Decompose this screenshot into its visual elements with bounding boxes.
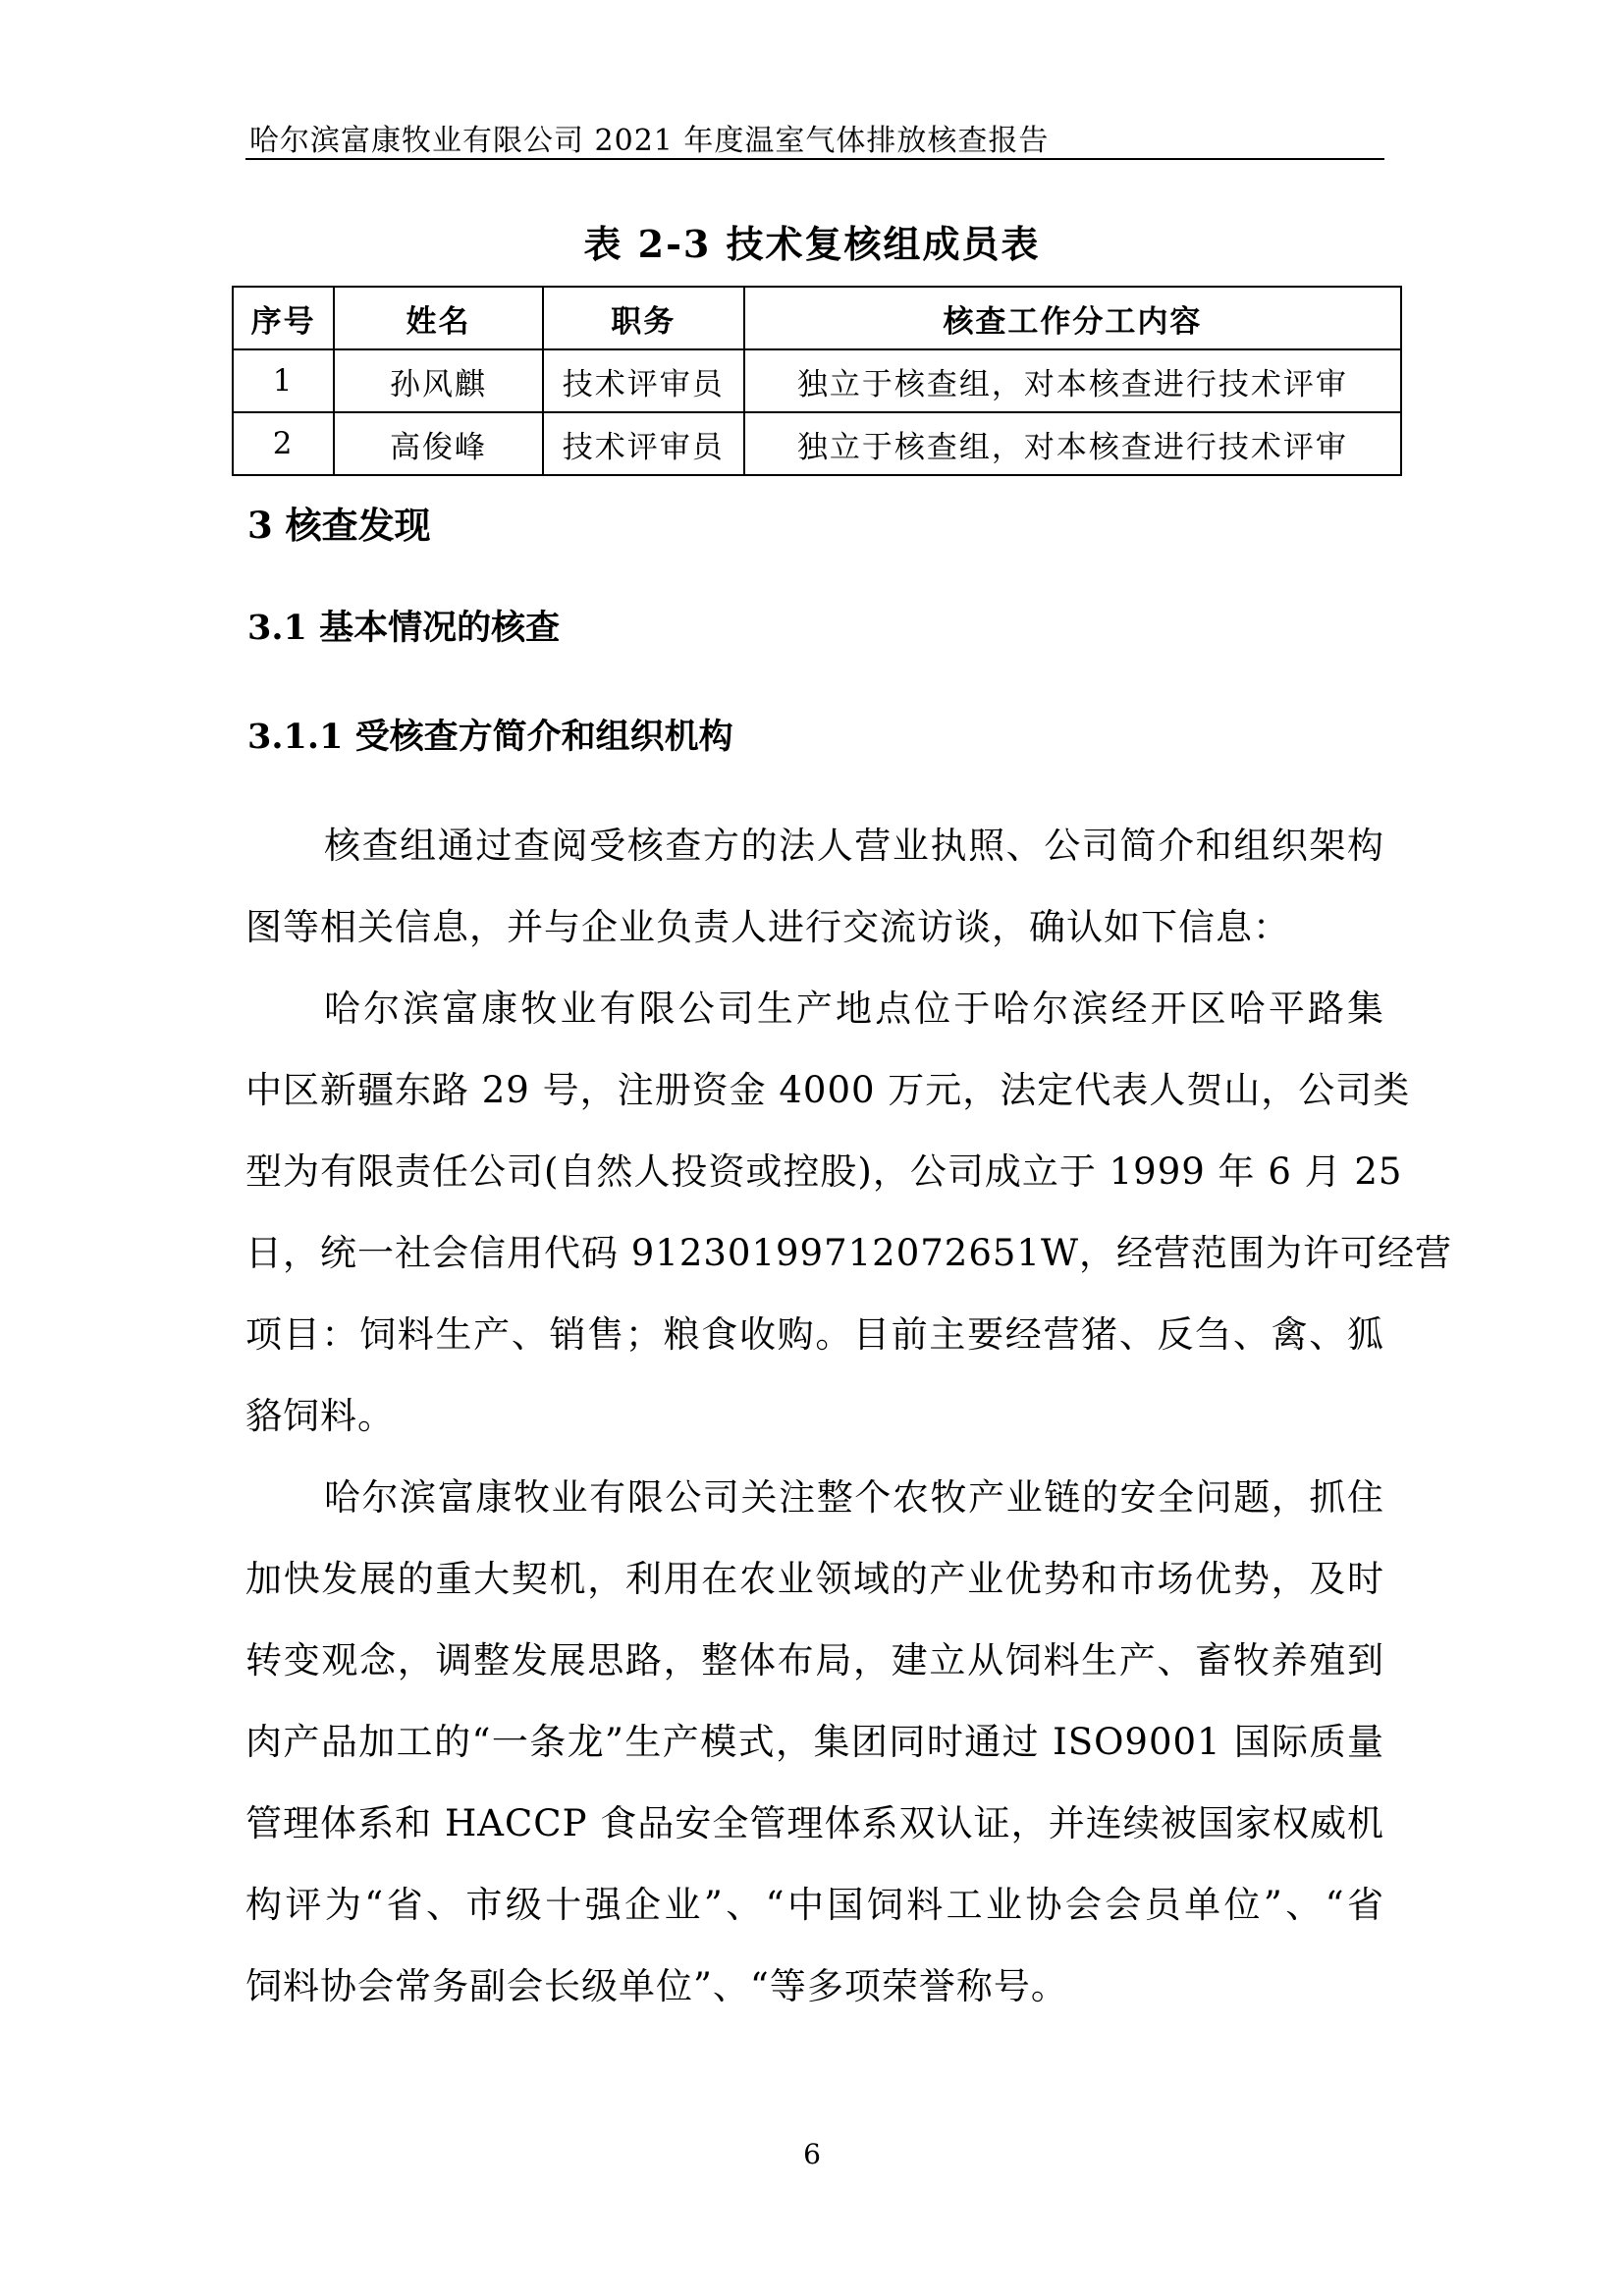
cell-no: 2 bbox=[233, 412, 334, 475]
column-header-task: 核查工作分工内容 bbox=[744, 287, 1401, 349]
table-caption: 表 2-3 技术复核组成员表 bbox=[583, 222, 1041, 266]
paragraph-line: 构评为“省、市级十强企业”、“中国饲料工业协会会员单位”、“省 bbox=[245, 1884, 1384, 1926]
paragraph-line: 貉饲料。 bbox=[245, 1395, 395, 1437]
paragraph-line: 哈尔滨富康牧业有限公司生产地点位于哈尔滨经开区哈平路集 bbox=[324, 988, 1384, 1030]
column-header-name: 姓名 bbox=[334, 287, 542, 349]
paragraph-verification-method bbox=[245, 805, 1384, 968]
cell-role: 技术评审员 bbox=[543, 412, 744, 475]
paragraph-line: 日，统一社会信用代码 91230199712072651W，经营范围为许可经营 bbox=[245, 1232, 1452, 1274]
paragraph-line: 项目：饲料生产、销售；粮食收购。目前主要经营猪、反刍、禽、狐 bbox=[245, 1313, 1384, 1356]
cell-no: 1 bbox=[233, 349, 334, 412]
paragraph-line: 哈尔滨富康牧业有限公司关注整个农牧产业链的安全问题，抓住 bbox=[324, 1476, 1384, 1519]
section-heading-3-1-1: 3.1.1 受核查方简介和组织机构 bbox=[247, 717, 733, 757]
table-row bbox=[233, 349, 1401, 412]
paragraph-line: 型为有限责任公司(自然人投资或控股)，公司成立于 1999 年 6 月 25 bbox=[245, 1150, 1403, 1193]
section-heading-3: 3 核查发现 bbox=[247, 504, 431, 547]
cell-task: 独立于核查组，对本核查进行技术评审 bbox=[744, 349, 1401, 412]
paragraph-line: 核查组通过查阅受核查方的法人营业执照、公司简介和组织架构 bbox=[324, 825, 1384, 867]
section-heading-3-1: 3.1 基本情况的核查 bbox=[247, 608, 561, 648]
cell-role: 技术评审员 bbox=[543, 349, 744, 412]
page-number: 6 bbox=[803, 2138, 821, 2170]
review-team-table bbox=[232, 286, 1402, 476]
paragraph-line: 饲料协会常务副会长级单位”、“等多项荣誉称号。 bbox=[245, 1965, 1068, 2007]
paragraph-line: 图等相关信息，并与企业负责人进行交流访谈，确认如下信息： bbox=[245, 906, 1290, 948]
paragraph-line: 管理体系和 HACCP 食品安全管理体系双认证，并连续被国家权威机 bbox=[245, 1802, 1384, 1844]
header-rule bbox=[245, 158, 1384, 160]
cell-name: 孙风麒 bbox=[334, 349, 542, 412]
paragraph-line: 肉产品加工的“一条龙”生产模式，集团同时通过 ISO9001 国际质量 bbox=[245, 1721, 1384, 1763]
table-row bbox=[233, 412, 1401, 475]
cell-name: 高俊峰 bbox=[334, 412, 542, 475]
paragraph-line: 中区新疆东路 29 号，注册资金 4000 万元，法定代表人贺山，公司类 bbox=[245, 1069, 1411, 1111]
column-header-no: 序号 bbox=[233, 287, 334, 349]
column-header-role: 职务 bbox=[543, 287, 744, 349]
paragraph-company-info bbox=[245, 968, 1452, 1457]
paragraph-company-development bbox=[245, 1457, 1384, 2027]
cell-task: 独立于核查组，对本核查进行技术评审 bbox=[744, 412, 1401, 475]
paragraph-line: 转变观念，调整发展思路，整体布局，建立从饲料生产、畜牧养殖到 bbox=[245, 1639, 1384, 1682]
running-header: 哈尔滨富康牧业有限公司 2021 年度温室气体排放核查报告 bbox=[249, 124, 1050, 158]
table-header-row bbox=[233, 287, 1401, 349]
paragraph-line: 加快发展的重大契机，利用在农业领域的产业优势和市场优势，及时 bbox=[245, 1558, 1384, 1600]
